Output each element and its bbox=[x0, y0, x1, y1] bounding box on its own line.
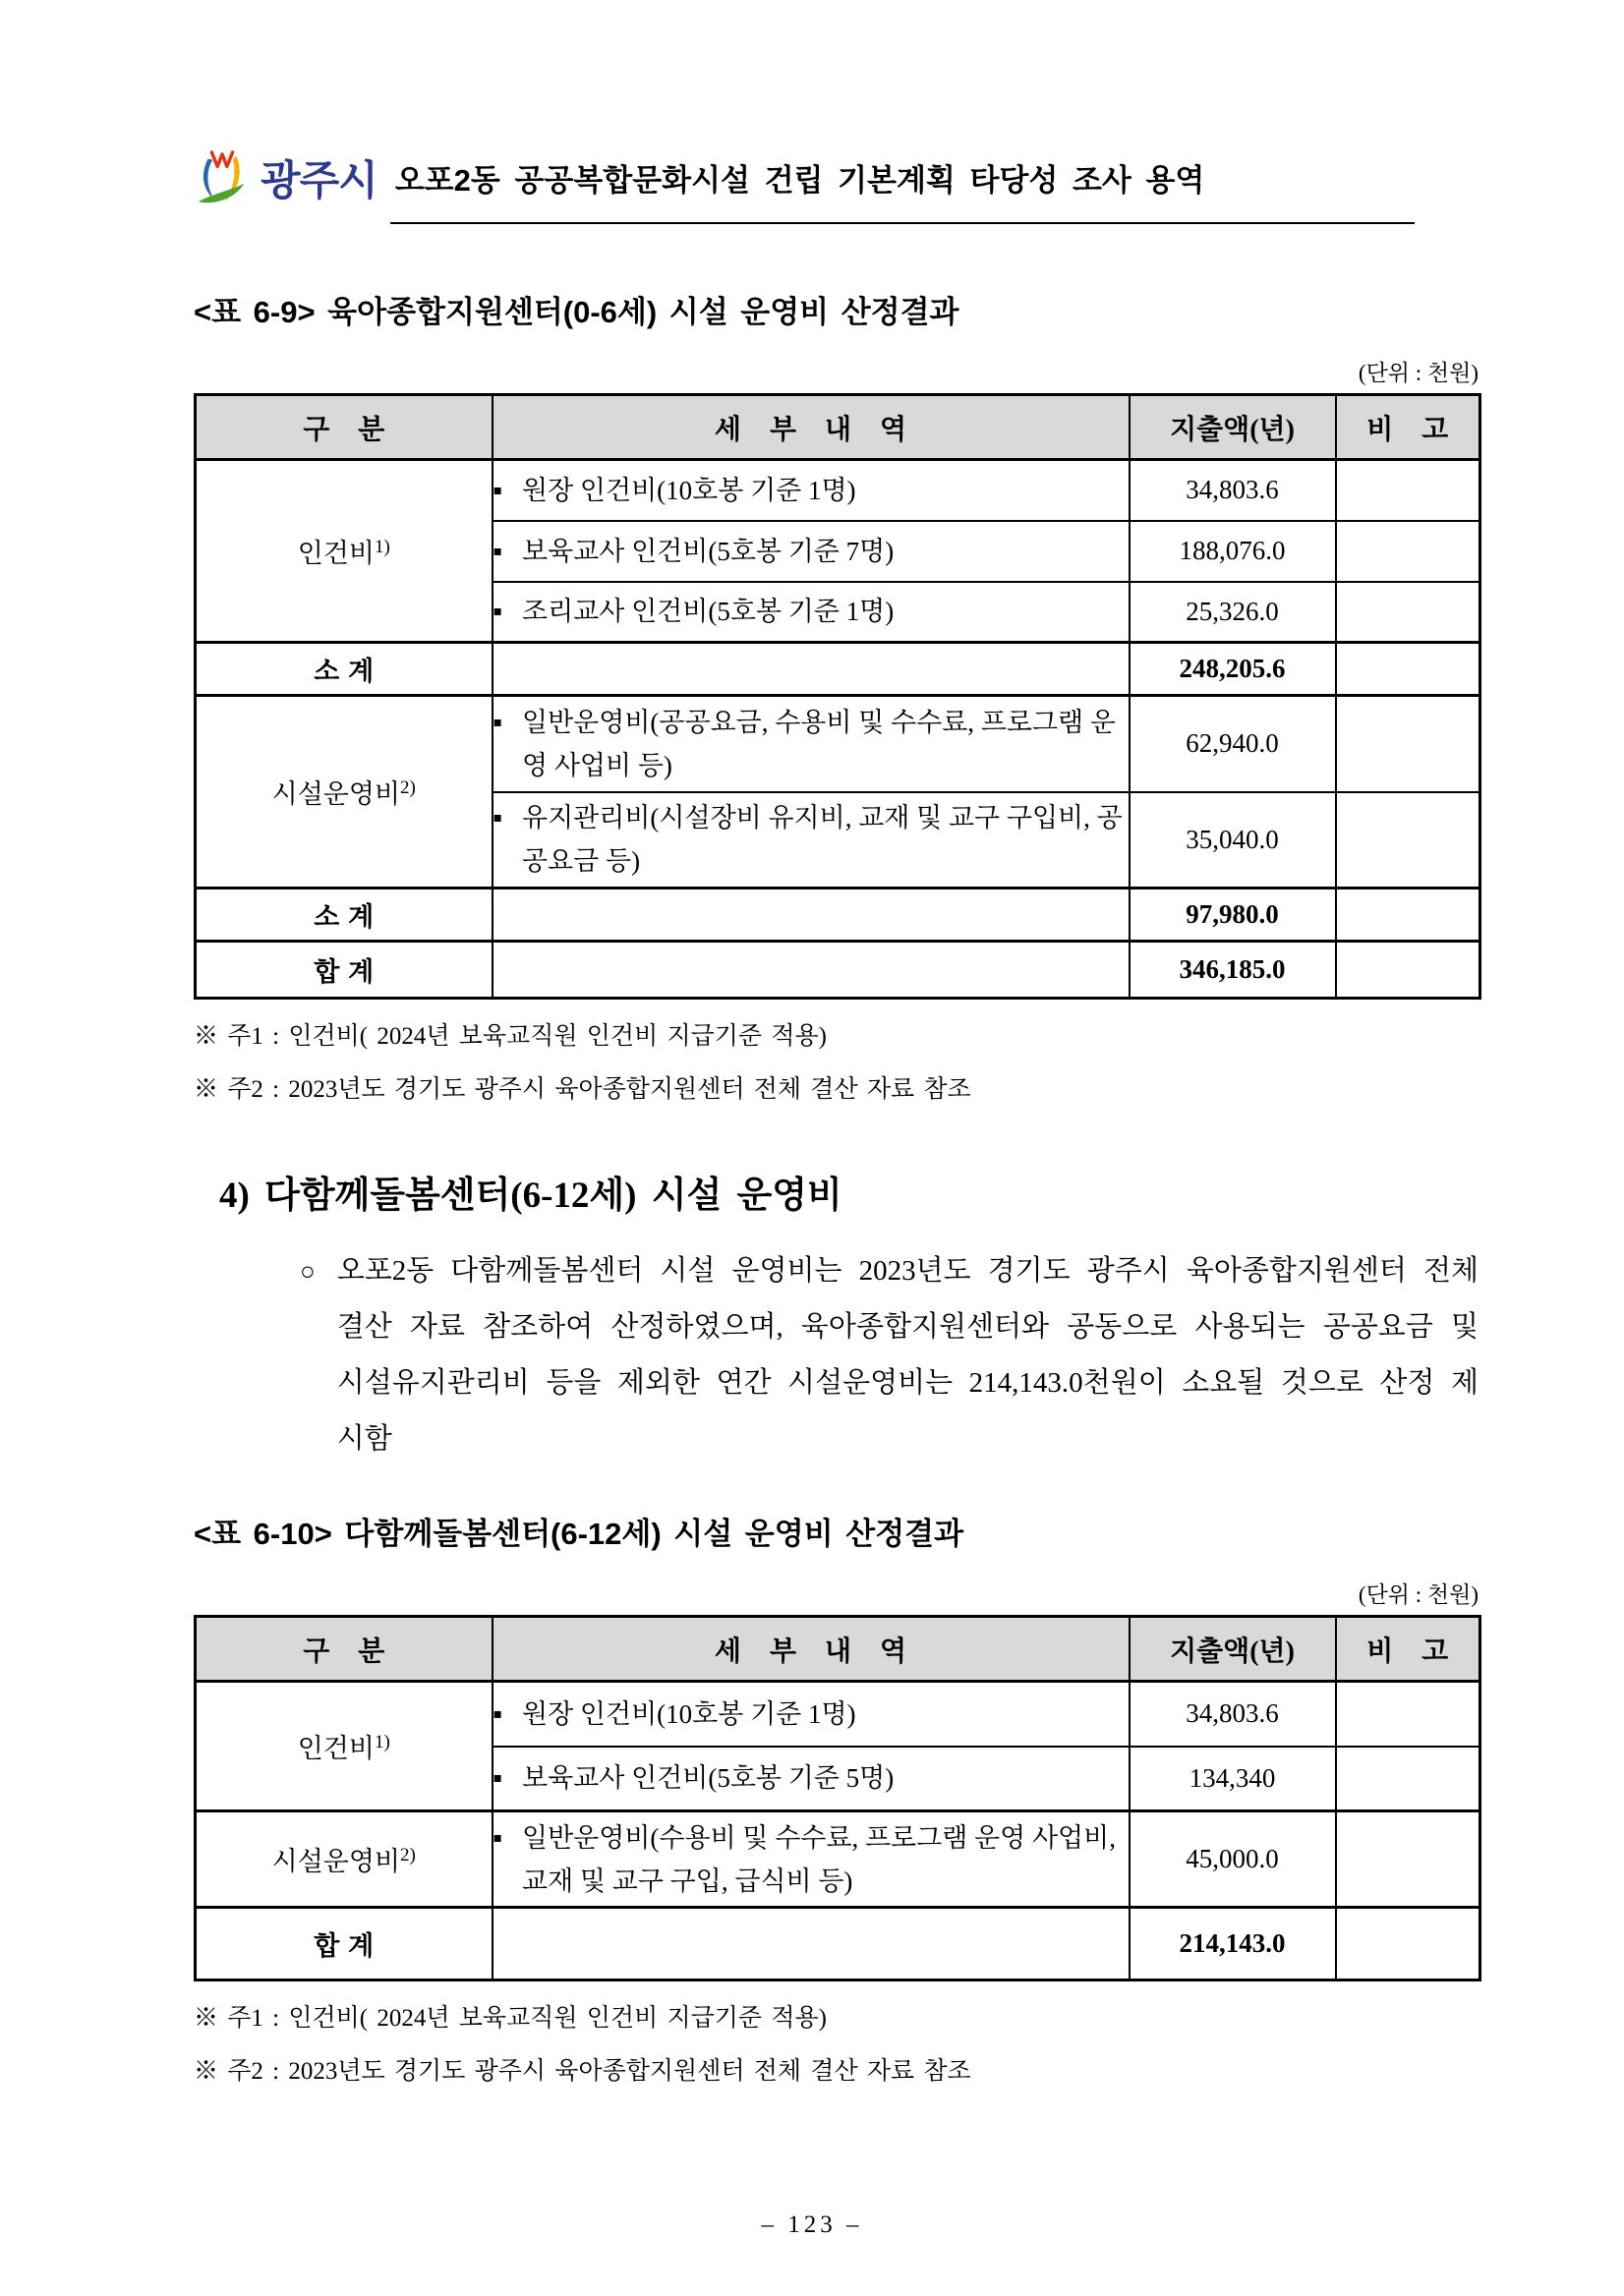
category-label: 시설운영비 bbox=[271, 1847, 401, 1876]
table-row bbox=[196, 1682, 1480, 1747]
table-row bbox=[196, 696, 1480, 792]
footnote-ref: 2) bbox=[400, 1845, 416, 1866]
col-header-category: 구 분 bbox=[196, 395, 493, 460]
amount-cell: 188,076.0 bbox=[1130, 521, 1336, 582]
footnote-ref: 1) bbox=[374, 1732, 390, 1752]
square-bullet-icon: ▪ bbox=[493, 810, 502, 827]
header-row bbox=[194, 147, 1479, 208]
remark-cell bbox=[1336, 792, 1480, 889]
detail-cell bbox=[493, 792, 1130, 889]
detail-cell bbox=[493, 1747, 1130, 1811]
col-header-remark: 비 고 bbox=[1336, 1617, 1480, 1682]
remark-cell bbox=[1336, 460, 1480, 521]
table-row bbox=[196, 460, 1480, 521]
page-number: – 123 – bbox=[761, 2211, 863, 2238]
subtotal-row bbox=[196, 643, 1480, 696]
detail-cell bbox=[493, 696, 1130, 792]
table-6-10 bbox=[194, 1615, 1481, 1981]
detail-text: 원장 인건비(10호봉 기준 1명) bbox=[522, 475, 856, 505]
table-6-9-unit: (단위 : 천원) bbox=[1358, 361, 1479, 385]
detail-cell bbox=[493, 460, 1130, 521]
category-cell bbox=[196, 696, 493, 889]
remark-cell bbox=[1336, 1682, 1480, 1747]
table-header-row bbox=[196, 1617, 1480, 1682]
col-header-amount: 지출액(년) bbox=[1130, 1617, 1336, 1682]
category-cell bbox=[196, 1811, 493, 1908]
detail-cell bbox=[493, 889, 1130, 942]
amount-cell: 134,340 bbox=[1130, 1747, 1336, 1811]
table-6-10-unit: (단위 : 천원) bbox=[1358, 1582, 1479, 1607]
detail-cell bbox=[493, 1682, 1130, 1747]
detail-cell bbox=[493, 582, 1130, 643]
subtotal-amount: 248,205.6 bbox=[1130, 643, 1336, 696]
footnote-ref: 2) bbox=[400, 777, 416, 798]
table-6-9-notes bbox=[194, 1017, 1479, 1110]
total-amount: 214,143.0 bbox=[1130, 1908, 1336, 1980]
remark-cell bbox=[1336, 1811, 1480, 1908]
total-row bbox=[196, 1908, 1480, 1980]
table-6-9-caption: <표 6-9> 육아종합지원센터(0-6세) 시설 운영비 산정결과 bbox=[194, 295, 959, 329]
note-line: ※ 주1 : 인건비( 2024년 보육교직원 인건비 지급기준 적용) bbox=[194, 1023, 827, 1050]
amount-cell: 62,940.0 bbox=[1130, 696, 1336, 792]
col-header-remark: 비 고 bbox=[1336, 395, 1480, 460]
logo-text: 광주시 bbox=[261, 157, 377, 203]
total-label: 합 계 bbox=[196, 1908, 493, 1980]
content-area bbox=[194, 147, 1479, 2092]
note-line: ※ 주1 : 인건비( 2024년 보육교직원 인건비 지급기준 적용) bbox=[194, 2005, 827, 2032]
remark-cell bbox=[1336, 1908, 1480, 1980]
remark-cell bbox=[1336, 521, 1480, 582]
detail-text: 조리교사 인건비(5호봉 기준 1명) bbox=[522, 597, 895, 627]
remark-cell bbox=[1336, 889, 1480, 942]
table-row bbox=[196, 1811, 1480, 1908]
subtotal-amount: 97,980.0 bbox=[1130, 889, 1336, 942]
detail-text: 보육교사 인건비(5호봉 기준 7명) bbox=[522, 536, 895, 566]
remark-cell bbox=[1336, 582, 1480, 643]
amount-cell: 34,803.6 bbox=[1130, 460, 1336, 521]
amount-cell: 35,040.0 bbox=[1130, 792, 1336, 889]
category-label: 인건비 bbox=[297, 539, 375, 568]
detail-text: 일반운영비(수용비 및 수수료, 프로그램 운영 사업비, 교재 및 교구 구입, 급식비 등) bbox=[522, 1822, 1116, 1896]
category-cell bbox=[196, 460, 493, 643]
subtotal-label: 소 계 bbox=[196, 643, 493, 696]
amount-cell: 34,803.6 bbox=[1130, 1682, 1336, 1747]
square-bullet-icon: ▪ bbox=[493, 482, 502, 498]
remark-cell bbox=[1336, 643, 1480, 696]
note-line: ※ 주2 : 2023년도 경기도 광주시 육아종합지원센터 전체 결산 자료 참조 bbox=[194, 2058, 971, 2085]
category-label: 인건비 bbox=[297, 1734, 375, 1763]
category-label: 시설운영비 bbox=[271, 779, 401, 809]
remark-cell bbox=[1336, 696, 1480, 792]
note-line: ※ 주2 : 2023년도 경기도 광주시 육아종합지원센터 전체 결산 자료 참조 bbox=[194, 1076, 971, 1103]
square-bullet-icon: ▪ bbox=[493, 603, 502, 620]
section-heading: 4) 다함께돌봄센터(6-12세) 시설 운영비 bbox=[219, 1176, 842, 1216]
paragraph bbox=[300, 1243, 1479, 1467]
square-bullet-icon: ▪ bbox=[493, 714, 502, 730]
table-6-10-caption: <표 6-10> 다함께돌봄센터(6-12세) 시설 운영비 산정결과 bbox=[194, 1517, 964, 1551]
header-divider bbox=[390, 222, 1415, 224]
detail-text: 일반운영비(공공요금, 수용비 및 수수료, 프로그램 운영 사업비 등) bbox=[522, 707, 1116, 780]
circle-bullet-icon: ○ bbox=[300, 1257, 316, 1286]
col-header-detail: 세 부 내 역 bbox=[493, 1617, 1130, 1682]
paragraph-text: 오포2동 다함께돌봄센터 시설 운영비는 2023년도 경기도 광주시 육아종합지원센터 전체 결산 자료 참조하여 산정하였으며, 육아종합지원센터와 공동으로 사용되는 공공요금 및 시설유지관리비 등을 제외한 연간 시설운영비는 214,143.0천원이 소요될 것으로 산정 제시함 bbox=[336, 1255, 1479, 1455]
subtotal-row bbox=[196, 889, 1480, 942]
square-bullet-icon: ▪ bbox=[493, 1829, 502, 1846]
subtotal-label: 소 계 bbox=[196, 889, 493, 942]
detail-text: 유지관리비(시설장비 유지비, 교재 및 교구 구입비, 공공요금 등) bbox=[522, 803, 1123, 877]
doc-header bbox=[194, 147, 1479, 224]
detail-cell bbox=[493, 521, 1130, 582]
col-header-amount: 지출액(년) bbox=[1130, 395, 1336, 460]
gwangju-logo-icon bbox=[194, 147, 251, 208]
col-header-detail: 세 부 내 역 bbox=[493, 395, 1130, 460]
amount-cell: 25,326.0 bbox=[1130, 582, 1336, 643]
remark-cell bbox=[1336, 1747, 1480, 1811]
footnote-ref: 1) bbox=[374, 537, 390, 557]
square-bullet-icon: ▪ bbox=[493, 1705, 502, 1722]
col-header-category: 구 분 bbox=[196, 1617, 493, 1682]
square-bullet-icon: ▪ bbox=[493, 543, 502, 559]
detail-text: 보육교사 인건비(5호봉 기준 5명) bbox=[522, 1763, 895, 1794]
remark-cell bbox=[1336, 942, 1480, 999]
total-label: 합 계 bbox=[196, 942, 493, 999]
total-row bbox=[196, 942, 1480, 999]
gwangju-logo bbox=[194, 147, 377, 208]
detail-cell bbox=[493, 1908, 1130, 1980]
table-6-9 bbox=[194, 393, 1481, 1000]
amount-cell: 45,000.0 bbox=[1130, 1811, 1336, 1908]
report-title: 오포2동 공공복합문화시설 건립 기본계획 타당성 조사 용역 bbox=[394, 162, 1205, 198]
detail-cell bbox=[493, 942, 1130, 999]
table-header-row bbox=[196, 395, 1480, 460]
square-bullet-icon: ▪ bbox=[493, 1770, 502, 1787]
category-cell bbox=[196, 1682, 493, 1811]
table-6-10-notes bbox=[194, 1999, 1479, 2092]
detail-text: 원장 인건비(10호봉 기준 1명) bbox=[522, 1698, 856, 1729]
total-amount: 346,185.0 bbox=[1130, 942, 1336, 999]
detail-cell bbox=[493, 1811, 1130, 1908]
detail-cell bbox=[493, 643, 1130, 696]
